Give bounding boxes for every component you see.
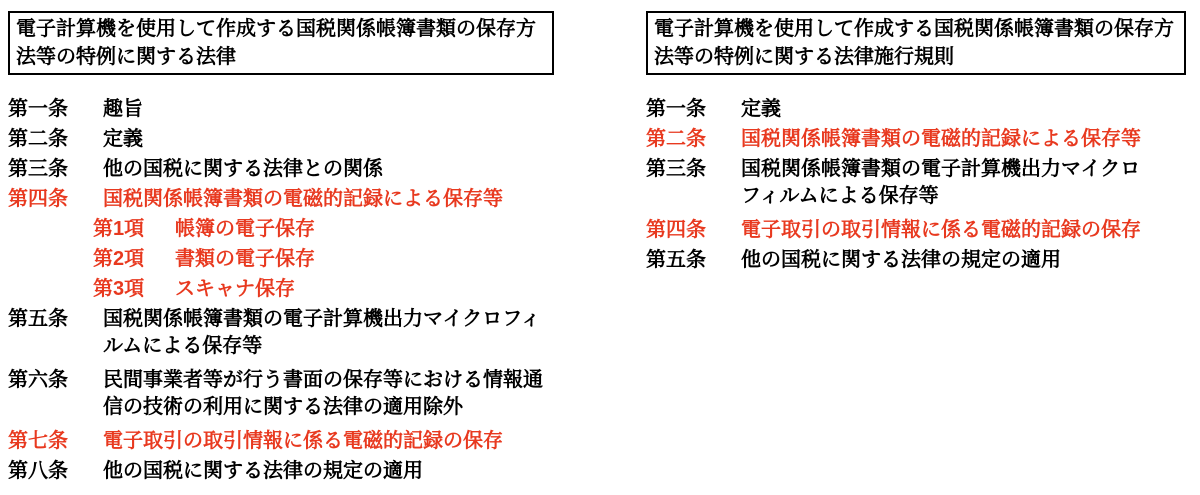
article-title: 国税関係帳簿書類の電磁的記録による保存等 [741, 128, 1141, 150]
article-title: 定義 [741, 98, 781, 120]
list-item [8, 96, 556, 123]
list-item [8, 367, 556, 421]
article-number: 第四条 [8, 188, 68, 210]
regulation-title-box [646, 11, 1186, 75]
list-item [8, 126, 556, 153]
article-number: 第一条 [646, 98, 706, 120]
article-title: 国税関係帳簿書類の電子計算機出力マイクロフィルムによる保存等 [103, 308, 541, 357]
regulation-articles-list [646, 96, 1158, 274]
paragraph-title: スキャナ保存 [175, 278, 295, 300]
article-title: 他の国税に関する法律の規定の適用 [103, 460, 423, 482]
list-item [8, 156, 556, 183]
article-title: 趣旨 [103, 98, 143, 120]
list-item [646, 96, 1158, 123]
article-title: 他の国税に関する法律との関係 [103, 158, 383, 180]
article-number: 第六条 [8, 369, 68, 391]
law-title-box [8, 11, 554, 75]
article-number: 第八条 [8, 460, 68, 482]
law-outline-panel [8, 11, 556, 488]
article-number: 第四条 [646, 219, 706, 241]
article-number: 第三条 [8, 158, 68, 180]
list-item-highlighted [8, 186, 556, 213]
list-item-highlighted [8, 428, 556, 455]
paragraph-number: 第1項 [93, 218, 145, 240]
article-number: 第二条 [646, 128, 706, 150]
paragraph-number: 第2項 [93, 248, 145, 270]
list-subitem-highlighted [93, 246, 556, 273]
paragraph-number: 第3項 [93, 278, 145, 300]
article-title: 国税関係帳簿書類の電磁的記録による保存等 [103, 188, 503, 210]
law-title: 電子計算機を使用して作成する国税関係帳簿書類の保存方法等の特例に関する法律 [16, 18, 536, 68]
article-number: 第一条 [8, 98, 68, 120]
article-title: 定義 [103, 128, 143, 150]
article-title: 民間事業者等が行う書面の保存等における情報通信の技術の利用に関する法律の適用除外 [103, 369, 543, 418]
law-articles-list [8, 96, 556, 485]
article-number: 第七条 [8, 430, 68, 452]
paragraph-title: 帳簿の電子保存 [175, 218, 315, 240]
article-number: 第五条 [646, 249, 706, 271]
list-item [646, 247, 1158, 274]
list-item [8, 306, 556, 360]
article-number: 第二条 [8, 128, 68, 150]
regulation-title: 電子計算機を使用して作成する国税関係帳簿書類の保存方法等の特例に関する法律施行規則 [654, 18, 1174, 68]
list-subitem-highlighted [93, 276, 556, 303]
list-item-highlighted [646, 217, 1158, 244]
regulation-outline-panel [646, 11, 1174, 277]
article-title: 他の国税に関する法律の規定の適用 [741, 249, 1061, 271]
article-title: 国税関係帳簿書類の電子計算機出力マイクロフィルムによる保存等 [741, 158, 1141, 207]
article-number: 第五条 [8, 308, 68, 330]
list-subitem-highlighted [93, 216, 556, 243]
list-item [646, 156, 1158, 210]
article-number: 第三条 [646, 158, 706, 180]
paragraph-title: 書類の電子保存 [175, 248, 315, 270]
article-title: 電子取引の取引情報に係る電磁的記録の保存 [741, 219, 1141, 241]
list-item [8, 458, 556, 485]
list-item-highlighted [646, 126, 1158, 153]
article-title: 電子取引の取引情報に係る電磁的記録の保存 [103, 430, 503, 452]
